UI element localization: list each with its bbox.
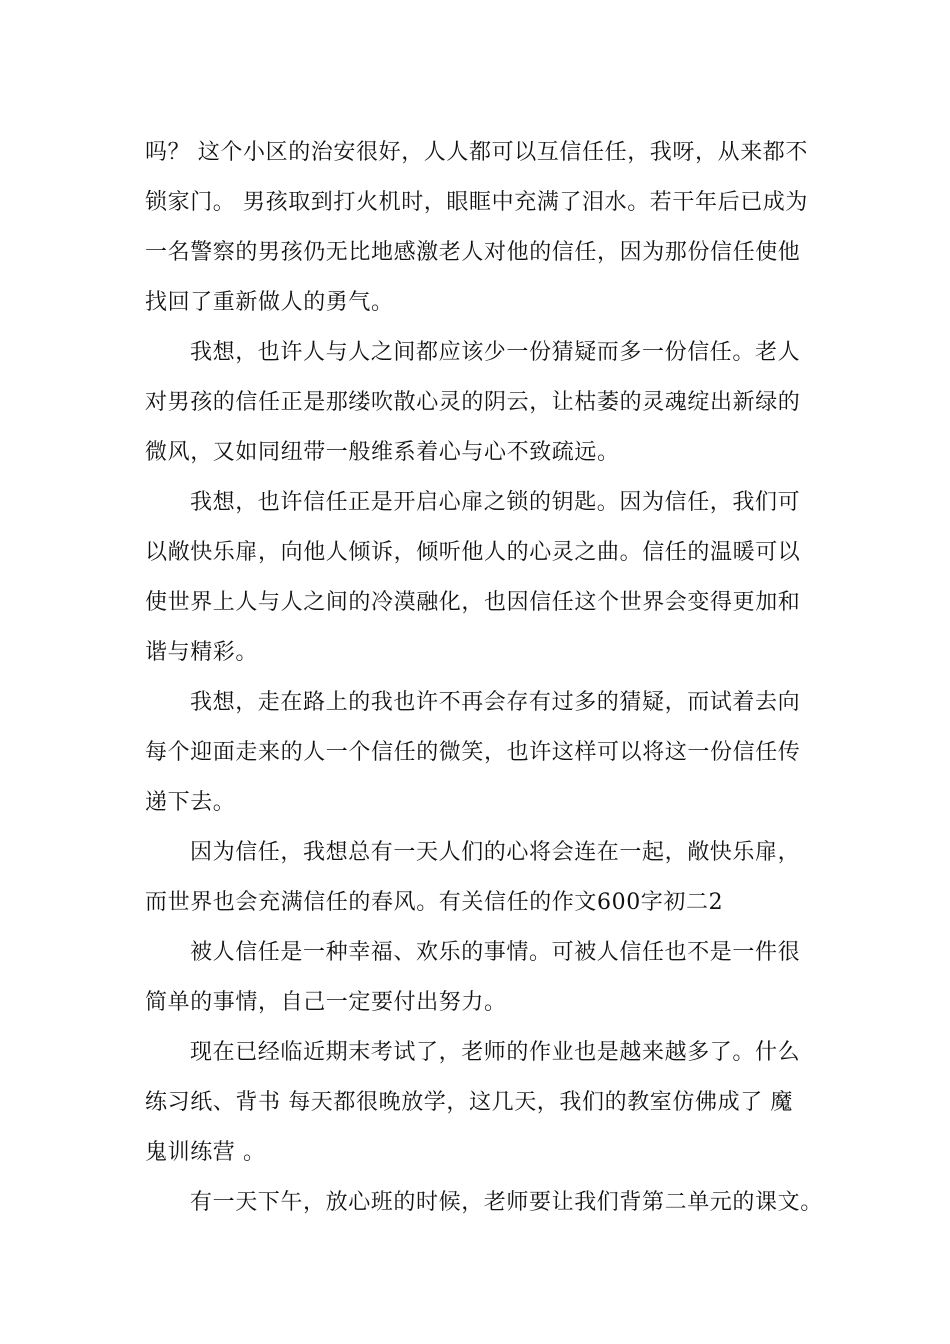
paragraph-first-line: 有一天下午，放心班的时候，老师要让我们背第二单元的课文。 [190,1190,823,1215]
paragraph-first-line: 我想，也许信任正是开启心扉之锁的钥匙。因为信任，我们可 [190,490,801,515]
text-line: 微风，又如同纽带一般维系着心与心不致疏远。 [145,440,620,465]
paragraph-first-line: 我想，也许人与人之间都应该少一份猜疑而多一份信任。老人 [190,340,801,365]
essay-text [145,128,823,1228]
text-line: 使世界上人与人之间的冷漠融化，也因信任这个世界会变得更加和 [145,590,801,615]
paragraph-first-line: 现在已经临近期末考试了，老师的作业也是越来越多了。什么 [190,1040,801,1065]
text-line: 吗？ 这个小区的治安很好，人人都可以互信任任，我呀，从来都不 [145,140,808,165]
text-line: 递下去。 [145,790,236,815]
text-line: 鬼训练营 。 [145,1140,266,1165]
paragraph-first-line: 因为信任，我想总有一天人们的心将会连在一起，敞快乐扉， [190,840,801,865]
text-line: 而世界也会充满信任的春风。有关信任的作文600字初二2 [145,890,724,915]
paragraph-first-line: 被人信任是一种幸福、欢乐的事情。可被人信任也不是一件很 [190,940,801,965]
text-line: 练习纸、背书 每天都很晚放学，这几天，我们的教室仿佛成了 魔 [145,1090,793,1115]
paragraph-first-line: 我想，走在路上的我也许不再会存有过多的猜疑，而试着去向 [190,690,801,715]
text-line: 每个迎面走来的人一个信任的微笑，也许这样可以将这一份信任传 [145,740,801,765]
text-line: 对男孩的信任正是那缕吹散心灵的阴云，让枯萎的灵魂绽出新绿的 [145,390,801,415]
text-line: 找回了重新做人的勇气。 [145,290,394,315]
text-line: 简单的事情，自己一定要付出努力。 [145,990,507,1015]
text-line: 谐与精彩。 [145,640,259,665]
text-line: 以敞快乐扉，向他人倾诉，倾听他人的心灵之曲。信任的温暖可以 [145,540,801,565]
text-line: 锁家门。 男孩取到打火机时，眼眶中充满了泪水。若干年后已成为 [145,190,808,215]
text-line: 一名警察的男孩仍无比地感激老人对他的信任，因为那份信任使他 [145,240,801,265]
